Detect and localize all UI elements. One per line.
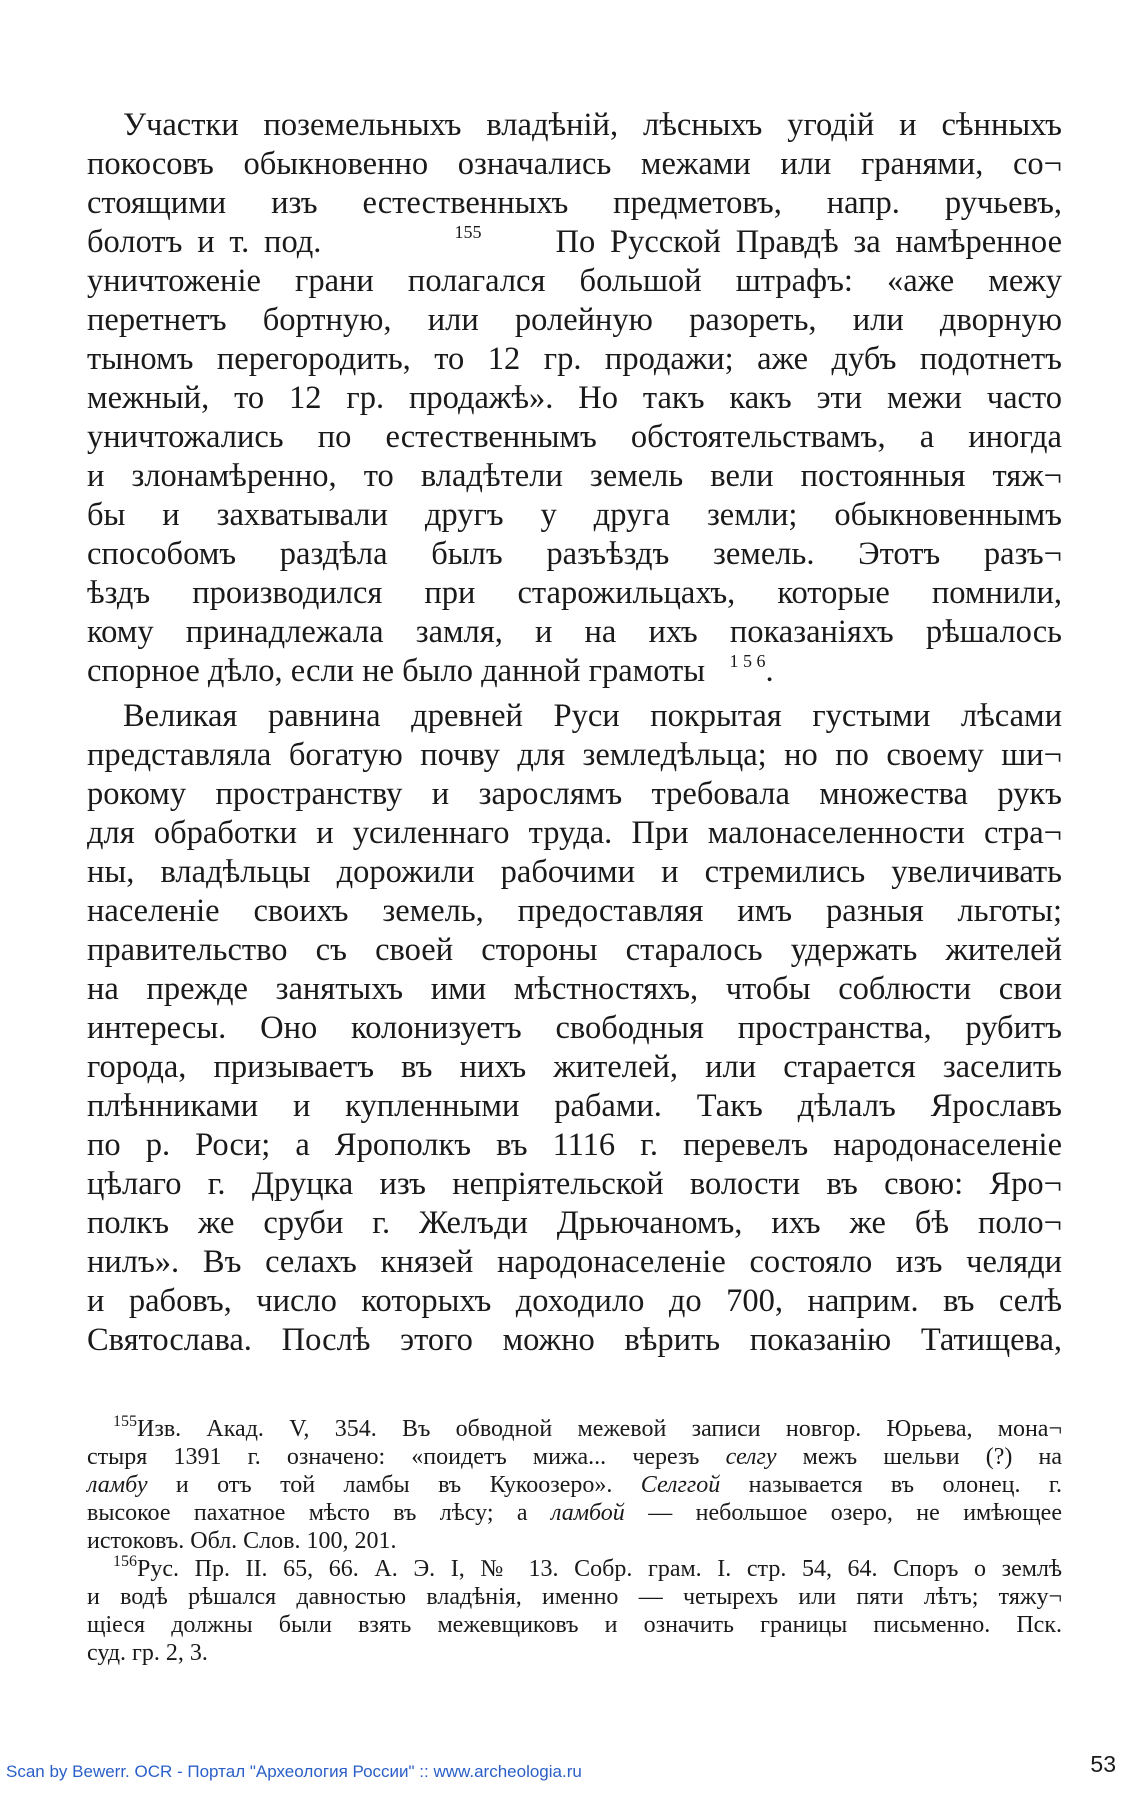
text-fragment: называется въ олонец. г. [720, 1472, 1062, 1498]
footnote-ref-155[interactable]: 155 [454, 222, 482, 242]
text-fragment: Рус. Пр. II. 65, 66. А. Э. I, № 13. Собр. грам. I. стр. 54, 64. Споръ о землѣ [137, 1556, 1062, 1582]
text-line: и злонамѣренно, то владѣтели земель вели постоянныя тяж¬ [87, 458, 1062, 494]
footnote-156-line: суд. гр. 2, 3. [87, 1640, 208, 1666]
text-line: города, призываетъ въ нихъ жителей, или старается заселить [87, 1049, 1062, 1085]
footnote-155-line: истоковъ. Обл. Слов. 100, 201. [87, 1528, 397, 1554]
text-line: ѣздъ производился при старожильцахъ, которые помнили, [87, 575, 1062, 611]
text-line: населеніе своихъ земель, предоставляя имъ разныя льготы; [87, 893, 1062, 929]
footnote-155-line [87, 1499, 1062, 1527]
text-fragment: . [765, 653, 774, 689]
footnote-156-line [87, 1555, 1062, 1583]
text-line: для обработки и усиленнаго труда. При малонаселенности стра¬ [87, 815, 1062, 851]
footnotes [87, 1415, 1062, 1667]
footnote-number: 156 [113, 1553, 137, 1570]
text-fragment: спорное дѣло, если не было данной грамоты [87, 653, 706, 689]
main-text [87, 106, 1062, 1360]
text-line: рокому пространству и зарослямъ требовала множества рукъ [87, 776, 1062, 812]
text-line: кому принадлежала замля, и на ихъ показаніяхъ рѣшалось [87, 614, 1062, 650]
text-line: нилъ». Въ селахъ князей народонаселеніе состояло изъ челяди [87, 1244, 1062, 1280]
text-line: перетнетъ бортную, или ролейную разореть, или дворную [87, 302, 1062, 338]
text-fragment: Изв. Акад. V, 354. Въ обводной межевой записи новгор. Юрьева, мона¬ [137, 1416, 1062, 1442]
text-line: плѣнниками и купленными рабами. Такъ дѣлалъ Ярославъ [87, 1088, 1062, 1124]
text-line [87, 223, 1062, 262]
text-fragment: болотъ и т. под. [87, 224, 322, 260]
text-fragment: По Русской Правдѣ за намѣренное [555, 224, 1063, 260]
text-fragment: межъ шельви (?) на [776, 1444, 1062, 1470]
text-line: ны, владѣльцы дорожили рабочими и стремились увеличивать [87, 854, 1062, 890]
footnote-ref-156[interactable]: 1 5 6 [729, 651, 766, 671]
footnote-155-line [87, 1415, 1062, 1443]
text-line: уничтожались по естественнымъ обстоятельствамъ, а иногда [87, 419, 1062, 455]
scan-source-link[interactable]: Scan by Bewerr. OCR - Портал "Археология России" :: www.archeologia.ru [6, 1762, 582, 1781]
footnote-156-line: щіеся должны были взять межевщиковъ и означить границы письменно. Пск. [87, 1612, 1062, 1638]
text-line [87, 652, 1062, 691]
text-line: цѣлаго г. Друцка изъ непріятельской волости въ свою: Яро¬ [87, 1166, 1062, 1202]
italic-term: ламбу [87, 1472, 148, 1498]
text-line: тыномъ перегородить, то 12 гр. продажи; аже дубъ подотнетъ [87, 341, 1062, 377]
italic-term: селгу [725, 1444, 777, 1470]
text-line: уничтоженіе грани полагался большой штрафъ: «аже межу [87, 263, 1062, 299]
text-line: правительство съ своей стороны старалось удержать жителей [87, 932, 1062, 968]
text-line: интересы. Оно колонизуетъ свободныя пространства, рубитъ [87, 1010, 1062, 1046]
text-line: и рабовъ, число которыхъ доходило до 700, наприм. въ селѣ [87, 1283, 1062, 1319]
text-line: Великая равнина древней Руси покрытая густыми лѣсами [123, 698, 1062, 734]
text-line: полкъ же сруби г. Желъди Дрьючаномъ, ихъ же бѣ поло¬ [87, 1205, 1062, 1241]
footnote-156-line: и водѣ рѣшался давностью владѣнія, именно — четырехъ или пяти лѣтъ; тяжу¬ [87, 1584, 1062, 1610]
text-line: способомъ раздѣла былъ разъѣздъ земель. Этотъ разъ¬ [87, 536, 1062, 572]
italic-term: ламбой [550, 1500, 625, 1526]
text-line: покосовъ обыкновенно означались межами или гранями, со¬ [87, 146, 1062, 182]
text-line: Святослава. Послѣ этого можно вѣрить показанію Татищева, [87, 1322, 1062, 1358]
text-fragment: стыря 1391 г. означено: «поидетъ мижа... черезъ [87, 1444, 726, 1470]
text-line: по р. Роси; а Ярополкъ въ 1116 г. перевелъ народонаселеніе [87, 1127, 1062, 1163]
italic-term: Селггой [640, 1472, 721, 1498]
footnote-155-line [87, 1443, 1062, 1471]
text-line: Участки поземельныхъ владѣній, лѣсныхъ угодій и сѣнныхъ [123, 107, 1062, 143]
text-line: стоящими изъ естественныхъ предметовъ, напр. ручьевъ, [87, 185, 1062, 221]
text-fragment: — небольшое озеро, не имѣющее [624, 1500, 1062, 1526]
text-line: межный, то 12 гр. продажѣ». Но такъ какъ эти межи часто [87, 380, 1062, 416]
page-number: 53 [1090, 1751, 1116, 1777]
footnote-155-line [87, 1471, 1062, 1499]
text-fragment: высокое пахатное мѣсто въ лѣсу; а [87, 1500, 551, 1526]
text-line: бы и захватывали другъ у друга земли; обыкновеннымъ [87, 497, 1062, 533]
text-line: на прежде занятыхъ ими мѣстностяхъ, чтобы соблюсти свои [87, 971, 1062, 1007]
text-fragment: и отъ той ламбы въ Кукоозеро». [147, 1472, 641, 1498]
footnote-number: 155 [113, 1413, 137, 1430]
text-line: представляла богатую почву для земледѣльца; но по своему ши¬ [87, 737, 1062, 773]
